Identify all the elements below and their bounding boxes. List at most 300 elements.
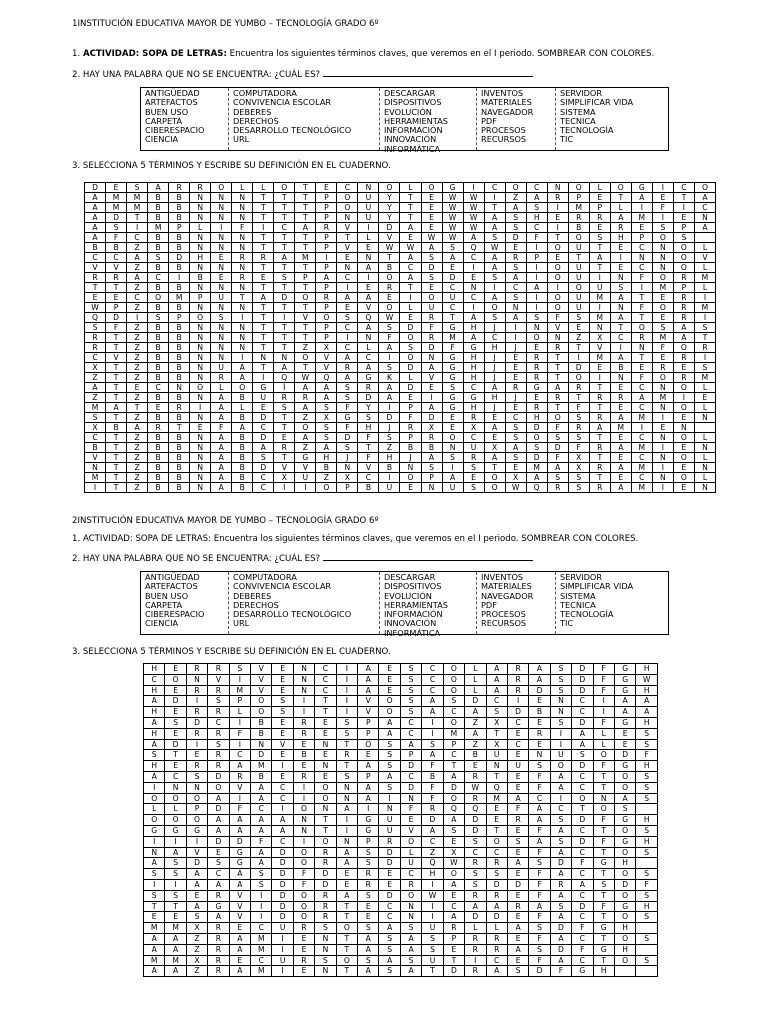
grid-cell[interactable]: C: [253, 473, 274, 483]
grid-cell[interactable]: U: [358, 213, 379, 223]
grid-cell[interactable]: Q: [274, 373, 295, 383]
grid-cell[interactable]: E: [610, 383, 631, 393]
grid-cell[interactable]: S: [529, 944, 550, 955]
grid-cell[interactable]: A: [85, 233, 106, 243]
grid-cell[interactable]: V: [186, 847, 207, 858]
grid-cell[interactable]: R: [293, 923, 314, 934]
grid-cell[interactable]: N: [337, 263, 358, 273]
grid-cell[interactable]: O: [572, 793, 593, 804]
grid-cell[interactable]: S: [400, 923, 421, 934]
grid-cell[interactable]: N: [652, 473, 673, 483]
grid-cell[interactable]: O: [443, 664, 464, 675]
grid-cell[interactable]: S: [636, 771, 658, 782]
grid-cell[interactable]: T: [379, 253, 400, 263]
grid-cell[interactable]: T: [593, 912, 614, 923]
grid-cell[interactable]: F: [251, 836, 272, 847]
grid-cell[interactable]: A: [229, 761, 250, 772]
grid-cell[interactable]: L: [694, 453, 715, 463]
grid-cell[interactable]: L: [232, 183, 253, 193]
grid-cell[interactable]: B: [148, 303, 169, 313]
grid-cell[interactable]: A: [144, 933, 165, 944]
grid-cell[interactable]: D: [421, 343, 442, 353]
grid-cell[interactable]: M: [165, 923, 186, 934]
grid-cell[interactable]: B: [465, 750, 486, 761]
grid-cell[interactable]: S: [636, 912, 658, 923]
grid-cell[interactable]: O: [400, 836, 421, 847]
grid-cell[interactable]: T: [106, 463, 127, 473]
grid-cell[interactable]: F: [529, 847, 550, 858]
grid-cell[interactable]: X: [463, 423, 484, 433]
grid-cell[interactable]: W: [400, 243, 421, 253]
grid-cell[interactable]: S: [529, 761, 550, 772]
grid-cell[interactable]: T: [295, 363, 316, 373]
grid-cell[interactable]: R: [85, 343, 106, 353]
grid-cell[interactable]: E: [610, 433, 631, 443]
grid-cell[interactable]: N: [190, 393, 211, 403]
grid-cell[interactable]: A: [186, 879, 207, 890]
grid-cell[interactable]: R: [526, 373, 547, 383]
grid-cell[interactable]: Q: [486, 782, 507, 793]
grid-cell[interactable]: N: [652, 403, 673, 413]
grid-cell[interactable]: M: [106, 203, 127, 213]
grid-cell[interactable]: B: [148, 233, 169, 243]
grid-cell[interactable]: M: [127, 203, 148, 213]
grid-cell[interactable]: T: [400, 203, 421, 213]
grid-cell[interactable]: H: [463, 403, 484, 413]
grid-cell[interactable]: S: [165, 869, 186, 880]
grid-cell[interactable]: E: [400, 815, 421, 826]
grid-cell[interactable]: T: [400, 213, 421, 223]
grid-cell[interactable]: I: [465, 955, 486, 966]
grid-cell[interactable]: A: [550, 847, 571, 858]
grid-cell[interactable]: X: [274, 473, 295, 483]
grid-cell[interactable]: D: [169, 253, 190, 263]
grid-cell[interactable]: A: [85, 203, 106, 213]
grid-cell[interactable]: B: [169, 453, 190, 463]
grid-cell[interactable]: A: [673, 333, 694, 343]
grid-cell[interactable]: R: [526, 363, 547, 373]
grid-cell[interactable]: N: [529, 750, 550, 761]
grid-cell[interactable]: F: [529, 782, 550, 793]
grid-cell[interactable]: P: [358, 771, 379, 782]
grid-cell[interactable]: W: [484, 243, 505, 253]
grid-cell[interactable]: A: [529, 815, 550, 826]
grid-cell[interactable]: A: [610, 213, 631, 223]
grid-cell[interactable]: A: [144, 966, 165, 977]
grid-cell[interactable]: F: [631, 373, 652, 383]
grid-cell[interactable]: N: [211, 303, 232, 313]
grid-cell[interactable]: D: [507, 879, 528, 890]
grid-cell[interactable]: V: [251, 674, 272, 685]
grid-cell[interactable]: P: [589, 203, 610, 213]
grid-cell[interactable]: I: [631, 203, 652, 213]
grid-cell[interactable]: S: [505, 223, 526, 233]
grid-cell[interactable]: G: [144, 825, 165, 836]
grid-cell[interactable]: N: [442, 443, 463, 453]
grid-cell[interactable]: A: [85, 193, 106, 203]
grid-cell[interactable]: Z: [127, 463, 148, 473]
grid-cell[interactable]: A: [379, 728, 400, 739]
grid-cell[interactable]: O: [652, 373, 673, 383]
grid-cell[interactable]: C: [484, 333, 505, 343]
grid-cell[interactable]: G: [442, 373, 463, 383]
grid-cell[interactable]: R: [293, 717, 314, 728]
grid-cell[interactable]: [636, 858, 658, 869]
grid-cell[interactable]: E: [379, 879, 400, 890]
grid-cell[interactable]: X: [421, 423, 442, 433]
grid-cell[interactable]: D: [486, 879, 507, 890]
grid-cell[interactable]: S: [550, 836, 571, 847]
grid-cell[interactable]: T: [593, 771, 614, 782]
grid-cell[interactable]: C: [442, 303, 463, 313]
grid-cell[interactable]: I: [272, 804, 293, 815]
grid-cell[interactable]: A: [507, 944, 528, 955]
grid-cell[interactable]: R: [465, 890, 486, 901]
grid-cell[interactable]: A: [442, 253, 463, 263]
grid-cell[interactable]: S: [422, 933, 443, 944]
grid-cell[interactable]: E: [379, 293, 400, 303]
grid-cell[interactable]: A: [507, 793, 528, 804]
grid-cell[interactable]: R: [507, 664, 528, 675]
grid-cell[interactable]: R: [186, 728, 207, 739]
grid-cell[interactable]: A: [358, 323, 379, 333]
grid-cell[interactable]: S: [486, 869, 507, 880]
grid-cell[interactable]: G: [442, 183, 463, 193]
grid-cell[interactable]: R: [550, 879, 571, 890]
grid-cell[interactable]: E: [507, 869, 528, 880]
grid-cell[interactable]: Z: [127, 283, 148, 293]
grid-cell[interactable]: N: [274, 353, 295, 363]
grid-cell[interactable]: E: [379, 674, 400, 685]
grid-cell[interactable]: R: [85, 333, 106, 343]
grid-cell[interactable]: U: [442, 483, 463, 493]
grid-cell[interactable]: S: [337, 313, 358, 323]
grid-cell[interactable]: N: [251, 739, 272, 750]
grid-cell[interactable]: O: [673, 453, 694, 463]
grid-cell[interactable]: M: [165, 955, 186, 966]
grid-cell[interactable]: A: [400, 933, 421, 944]
grid-cell[interactable]: F: [379, 333, 400, 343]
grid-cell[interactable]: B: [422, 771, 443, 782]
grid-cell[interactable]: R: [421, 313, 442, 323]
grid-cell[interactable]: G: [614, 685, 635, 696]
grid-cell[interactable]: L: [165, 804, 186, 815]
grid-cell[interactable]: F: [529, 869, 550, 880]
grid-cell[interactable]: C: [422, 836, 443, 847]
grid-cell[interactable]: I: [589, 373, 610, 383]
grid-cell[interactable]: S: [208, 739, 229, 750]
grid-cell[interactable]: G: [442, 363, 463, 373]
grid-cell[interactable]: U: [272, 955, 293, 966]
grid-cell[interactable]: A: [507, 858, 528, 869]
grid-cell[interactable]: J: [505, 343, 526, 353]
grid-cell[interactable]: S: [400, 955, 421, 966]
grid-cell[interactable]: S: [568, 413, 589, 423]
grid-cell[interactable]: T: [295, 193, 316, 203]
grid-cell[interactable]: T: [106, 333, 127, 343]
grid-cell[interactable]: W: [505, 483, 526, 493]
grid-cell[interactable]: T: [631, 313, 652, 323]
grid-cell[interactable]: R: [208, 685, 229, 696]
grid-cell[interactable]: I: [652, 413, 673, 423]
grid-cell[interactable]: F: [529, 912, 550, 923]
grid-cell[interactable]: A: [211, 453, 232, 463]
grid-cell[interactable]: G: [186, 825, 207, 836]
grid-cell[interactable]: O: [190, 383, 211, 393]
grid-cell[interactable]: O: [400, 333, 421, 343]
grid-cell[interactable]: A: [400, 253, 421, 263]
grid-cell[interactable]: P: [631, 233, 652, 243]
grid-cell[interactable]: S: [505, 213, 526, 223]
grid-cell[interactable]: S: [336, 771, 357, 782]
grid-cell[interactable]: C: [422, 685, 443, 696]
grid-cell[interactable]: T: [106, 433, 127, 443]
grid-cell[interactable]: N: [211, 213, 232, 223]
grid-cell[interactable]: S: [186, 912, 207, 923]
grid-cell[interactable]: S: [443, 696, 464, 707]
grid-cell[interactable]: R: [358, 383, 379, 393]
grid-cell[interactable]: I: [251, 901, 272, 912]
grid-cell[interactable]: S: [550, 674, 571, 685]
grid-cell[interactable]: I: [232, 353, 253, 363]
grid-cell[interactable]: C: [358, 473, 379, 483]
grid-cell[interactable]: P: [526, 253, 547, 263]
grid-cell[interactable]: M: [631, 213, 652, 223]
grid-cell[interactable]: D: [253, 433, 274, 443]
grid-cell[interactable]: N: [358, 253, 379, 263]
grid-cell[interactable]: S: [316, 403, 337, 413]
grid-cell[interactable]: A: [211, 443, 232, 453]
grid-cell[interactable]: X: [85, 363, 106, 373]
grid-cell[interactable]: I: [336, 664, 357, 675]
grid-cell[interactable]: H: [610, 233, 631, 243]
grid-cell[interactable]: I: [507, 696, 528, 707]
grid-cell[interactable]: J: [484, 323, 505, 333]
grid-cell[interactable]: N: [190, 193, 211, 203]
grid-cell[interactable]: O: [526, 333, 547, 343]
grid-cell[interactable]: I: [190, 403, 211, 413]
grid-cell[interactable]: A: [358, 363, 379, 373]
grid-cell[interactable]: E: [400, 313, 421, 323]
grid-cell[interactable]: F: [422, 782, 443, 793]
grid-cell[interactable]: E: [486, 815, 507, 826]
grid-cell[interactable]: B: [169, 323, 190, 333]
grid-cell[interactable]: O: [337, 193, 358, 203]
grid-cell[interactable]: W: [295, 373, 316, 383]
grid-cell[interactable]: C: [274, 223, 295, 233]
grid-cell[interactable]: E: [673, 213, 694, 223]
grid-cell[interactable]: O: [316, 313, 337, 323]
grid-cell[interactable]: D: [568, 363, 589, 373]
grid-cell[interactable]: N: [232, 283, 253, 293]
grid-cell[interactable]: T: [547, 373, 568, 383]
grid-cell[interactable]: C: [572, 890, 593, 901]
grid-cell[interactable]: E: [421, 283, 442, 293]
grid-cell[interactable]: I: [694, 353, 715, 363]
grid-cell[interactable]: I: [336, 815, 357, 826]
grid-cell[interactable]: G: [442, 403, 463, 413]
grid-cell[interactable]: I: [337, 283, 358, 293]
grid-cell[interactable]: P: [169, 313, 190, 323]
answer-line[interactable]: [323, 552, 533, 561]
grid-cell[interactable]: A: [572, 879, 593, 890]
grid-cell[interactable]: A: [529, 836, 550, 847]
grid-cell[interactable]: C: [85, 433, 106, 443]
grid-cell[interactable]: O: [379, 707, 400, 718]
grid-cell[interactable]: O: [295, 293, 316, 303]
grid-cell[interactable]: O: [144, 793, 165, 804]
grid-cell[interactable]: O: [568, 283, 589, 293]
grid-cell[interactable]: Z: [127, 353, 148, 363]
grid-cell[interactable]: S: [186, 771, 207, 782]
grid-cell[interactable]: S: [337, 393, 358, 403]
grid-cell[interactable]: N: [190, 233, 211, 243]
grid-cell[interactable]: R: [465, 793, 486, 804]
grid-cell[interactable]: L: [486, 923, 507, 934]
grid-cell[interactable]: N: [652, 243, 673, 253]
grid-cell[interactable]: S: [144, 750, 165, 761]
grid-cell[interactable]: R: [589, 443, 610, 453]
grid-cell[interactable]: C: [572, 825, 593, 836]
grid-cell[interactable]: B: [610, 363, 631, 373]
grid-cell[interactable]: T: [232, 293, 253, 303]
grid-cell[interactable]: R: [422, 804, 443, 815]
grid-cell[interactable]: O: [336, 955, 357, 966]
grid-cell[interactable]: N: [315, 804, 336, 815]
grid-cell[interactable]: T: [593, 890, 614, 901]
grid-cell[interactable]: O: [547, 303, 568, 313]
grid-cell[interactable]: X: [505, 473, 526, 483]
grid-cell[interactable]: Z: [127, 393, 148, 403]
grid-cell[interactable]: I: [169, 273, 190, 283]
grid-cell[interactable]: E: [272, 674, 293, 685]
grid-cell[interactable]: B: [169, 263, 190, 273]
grid-cell[interactable]: I: [652, 483, 673, 493]
grid-cell[interactable]: R: [694, 343, 715, 353]
grid-cell[interactable]: E: [463, 273, 484, 283]
grid-cell[interactable]: A: [484, 293, 505, 303]
grid-cell[interactable]: A: [463, 313, 484, 323]
grid-cell[interactable]: A: [211, 433, 232, 443]
grid-cell[interactable]: C: [315, 685, 336, 696]
grid-cell[interactable]: D: [208, 771, 229, 782]
grid-cell[interactable]: T: [547, 233, 568, 243]
grid-cell[interactable]: E: [165, 728, 186, 739]
grid-cell[interactable]: E: [165, 707, 186, 718]
grid-cell[interactable]: I: [526, 263, 547, 273]
grid-cell[interactable]: I: [547, 283, 568, 293]
grid-cell[interactable]: B: [169, 433, 190, 443]
grid-cell[interactable]: O: [211, 183, 232, 193]
grid-cell[interactable]: U: [358, 193, 379, 203]
grid-cell[interactable]: S: [274, 273, 295, 283]
grid-cell[interactable]: J: [484, 353, 505, 363]
grid-cell[interactable]: O: [379, 303, 400, 313]
grid-cell[interactable]: N: [547, 183, 568, 193]
grid-cell[interactable]: R: [463, 413, 484, 423]
grid-cell[interactable]: B: [169, 283, 190, 293]
grid-cell[interactable]: M: [251, 966, 272, 977]
grid-cell[interactable]: G: [463, 393, 484, 403]
grid-cell[interactable]: E: [507, 912, 528, 923]
grid-cell[interactable]: T: [610, 323, 631, 333]
grid-cell[interactable]: R: [295, 393, 316, 403]
grid-cell[interactable]: A: [610, 463, 631, 473]
grid-cell[interactable]: A: [505, 203, 526, 213]
grid-cell[interactable]: O: [293, 847, 314, 858]
grid-cell[interactable]: N: [211, 323, 232, 333]
grid-cell[interactable]: O: [295, 353, 316, 363]
grid-cell[interactable]: V: [421, 373, 442, 383]
grid-cell[interactable]: E: [673, 483, 694, 493]
grid-cell[interactable]: D: [400, 761, 421, 772]
grid-cell[interactable]: G: [295, 453, 316, 463]
grid-cell[interactable]: F: [529, 890, 550, 901]
grid-cell[interactable]: N: [169, 383, 190, 393]
grid-cell[interactable]: O: [315, 793, 336, 804]
grid-cell[interactable]: Z: [127, 483, 148, 493]
grid-cell[interactable]: S: [526, 443, 547, 453]
grid-cell[interactable]: C: [572, 933, 593, 944]
grid-cell[interactable]: I: [550, 793, 571, 804]
grid-cell[interactable]: S: [442, 243, 463, 253]
grid-cell[interactable]: N: [336, 782, 357, 793]
grid-cell[interactable]: N: [486, 761, 507, 772]
grid-cell[interactable]: O: [293, 912, 314, 923]
grid-cell[interactable]: G: [358, 373, 379, 383]
grid-cell[interactable]: V: [337, 223, 358, 233]
grid-cell[interactable]: N: [190, 213, 211, 223]
grid-cell[interactable]: C: [507, 717, 528, 728]
grid-cell[interactable]: T: [295, 233, 316, 243]
grid-cell[interactable]: C: [610, 333, 631, 343]
grid-cell[interactable]: C: [337, 273, 358, 283]
grid-cell[interactable]: A: [148, 183, 169, 193]
grid-cell[interactable]: F: [593, 901, 614, 912]
grid-cell[interactable]: T: [315, 825, 336, 836]
grid-cell[interactable]: N: [232, 303, 253, 313]
grid-cell[interactable]: H: [379, 453, 400, 463]
grid-cell[interactable]: N: [190, 373, 211, 383]
grid-cell[interactable]: B: [293, 750, 314, 761]
grid-cell[interactable]: S: [379, 761, 400, 772]
grid-cell[interactable]: S: [400, 707, 421, 718]
grid-cell[interactable]: N: [694, 463, 715, 473]
grid-cell[interactable]: T: [358, 443, 379, 453]
grid-cell[interactable]: F: [652, 203, 673, 213]
grid-cell[interactable]: O: [568, 183, 589, 193]
grid-cell[interactable]: T: [165, 901, 186, 912]
grid-cell[interactable]: A: [144, 696, 165, 707]
grid-cell[interactable]: I: [694, 293, 715, 303]
grid-cell[interactable]: L: [589, 183, 610, 193]
grid-cell[interactable]: [636, 923, 658, 934]
grid-cell[interactable]: S: [85, 323, 106, 333]
grid-cell[interactable]: A: [127, 253, 148, 263]
grid-cell[interactable]: E: [421, 213, 442, 223]
grid-cell[interactable]: C: [148, 273, 169, 283]
grid-cell[interactable]: N: [232, 213, 253, 223]
grid-cell[interactable]: P: [316, 263, 337, 273]
grid-cell[interactable]: U: [400, 858, 421, 869]
grid-cell[interactable]: C: [272, 793, 293, 804]
grid-cell[interactable]: A: [358, 933, 379, 944]
grid-cell[interactable]: F: [421, 323, 442, 333]
grid-cell[interactable]: F: [593, 717, 614, 728]
grid-cell[interactable]: V: [229, 901, 250, 912]
grid-cell[interactable]: R: [336, 750, 357, 761]
grid-cell[interactable]: D: [572, 717, 593, 728]
